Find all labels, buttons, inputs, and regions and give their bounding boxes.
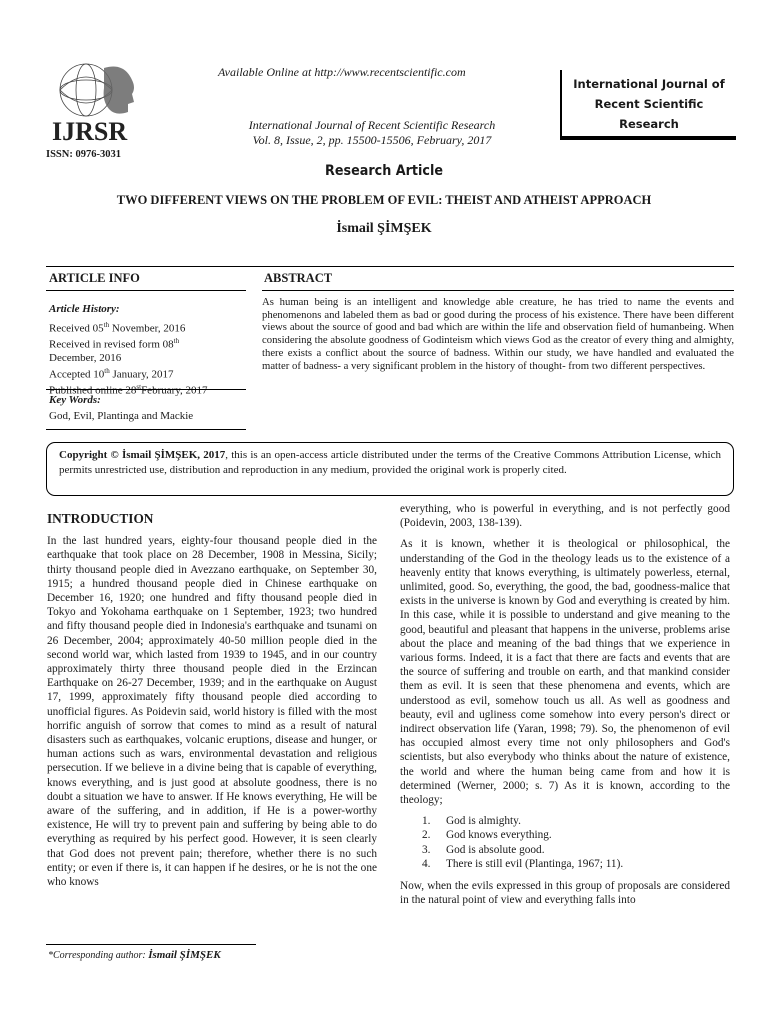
journal-logo xyxy=(46,54,144,146)
paragraph: As it is known, whether it is theological or philosophical, the understanding of the God in the theology leads us to the existence of a heavenly entity that knows everything, is ultimately powerless, eternal, unlimited, good. So, everything, the good, the bad, goodness-malice that exists in the universe is known by God and everything is created by him. In this case, while it is possible to understand and give meaning to the good, beautiful and pleasant that happens in the universe, problems arise about the place and meaning of the bad things that we experience in various forms. Indeed, it is a fact that there are facts and events that are the source of suffering and trouble on earth, and that mankind consider them as evil. It is seen that these phenomena and events, which are understood as evil, somehow touch us all. As well as goodness and beauty, evil and ugliness come somehow into every person's direct or indirect observation life (Yaran, 1998; 79). So, the phenomenon of evil has occupied almost every time not only philosophers and God's scientists, but also everybody who thinks about the nature of existence, the world and where the human being came from and how it is determined (Werner, 2000; s. 7) As it is known, according to the theology; xyxy=(400,538,730,807)
copyright-text: , this is an open-access article distributed under the terms of the Creative Commons Attribution License, which permits unrestricted use, distribution and reproduction in any medium, provided the original work is properly cited. xyxy=(59,449,721,476)
list-item: 3. God is absolute good. xyxy=(422,843,545,856)
published-date: Published online 28stFebruary, 2017 xyxy=(49,382,208,397)
corresponding-author-footnote: *Corresponding author: İsmail ŞİMŞEK xyxy=(48,949,221,961)
info-divider xyxy=(46,389,246,390)
paragraph: everything, who is powerful in everything, and is not perfectly good (Poidevin, 2003, 138-139). xyxy=(400,503,730,530)
proposition-list xyxy=(422,814,730,871)
article-title: TWO DIFFERENT VIEWS ON THE PROBLEM OF EVIL: THEIST AND ATHEIST APPROACH xyxy=(116,193,652,207)
abstract-heading-rule xyxy=(262,290,734,291)
article-info-heading: ARTICLE INFO xyxy=(49,271,140,285)
abstract-heading: ABSTRACT xyxy=(264,271,333,285)
issn: ISSN: 0976-3031 xyxy=(46,149,121,160)
list-item: 4. There is still evil (Plantinga, 1967; 11). xyxy=(422,857,624,870)
abstract-text: As human being is an intelligent and knowledge able creature, he has tried to name the events and phenomenons and labeled them as bad or good during the process of his existence. There have been different views about the source of good and bad which are within the life and observation field of humanbeing. When considering the absolute goodness of Godinteism which views God as the creator of every thing and almighty, there exists a conflict about the source of badness. Within our study, we have handled and evaluated the matter of badness- a very significant problem in the history of thought- from two different perspectives. xyxy=(262,296,734,372)
footnote-rule xyxy=(46,944,256,945)
article-info xyxy=(49,303,245,397)
received-date: Received 05th November, 2016 xyxy=(49,320,186,335)
keywords-block xyxy=(49,394,245,423)
article-history-label: Article History: xyxy=(49,303,120,315)
svg-text:IJRSR: IJRSR xyxy=(52,117,128,146)
copyright-prefix: Copyright © xyxy=(59,449,122,461)
info-heading-rule xyxy=(46,290,246,291)
keywords-label: Key Words: xyxy=(49,394,101,406)
list-item: 1. God is almighty. xyxy=(422,815,521,828)
accepted-date: Accepted 10th January, 2017 xyxy=(49,366,174,381)
revised-date: Received in revised form 08th December, 2016 xyxy=(49,337,180,364)
copyright-holder: İsmail ŞİMŞEK, 2017 xyxy=(121,449,226,461)
journal-name-line: International Journal of Recent Scientific Research xyxy=(248,118,496,132)
info-divider xyxy=(46,429,246,430)
journal-box-line: Recent Scientific xyxy=(594,97,704,111)
journal-reference xyxy=(232,118,512,148)
introduction-heading: INTRODUCTION xyxy=(47,511,154,526)
keywords: God, Evil, Plantinga and Mackie xyxy=(49,409,194,422)
available-online-line[interactable]: Available Online at http://www.recentscientific.com xyxy=(218,65,466,79)
paragraph: In the last hundred years, eighty-four thousand people died in the earthquake that took place on 28 December, 1908 in Messina, Sicily; thirty thousand people died in Avezzano earthquake, on September 30, 1915; a hundred thousand people died in Chinese earthquake on December 16, 1920; one hundred and fifty thousand people died in Tokyo and Yokohama earthquake on 1 September, 1923; two hundred and fifty thousand people died in Indonesia's earthquake and tsunami on 26 December, 2004; approximately 40-50 million people died in the second world war, which lasted from 1939 to 1945, and in our country approximately thirty three thousand people died in the Erzincan Earthquake on 26-27 December, 1939; and in the earthquake on August 17, 1999, approximately fifty thousand people died according to unofficial figures. As Poidevin said, world history is filled with the most horrific anguish of sorrow that comes to mind as a result of natural disasters such as earthquakes, volcanic eruptions, disease and hunger, or human actions such as wars, environmental devastation and religious persecution. If we believe in a divine being that is capable of everything, knows everything, and is just good at absolute goodness, there is no doubt a situation we have to answer. If He knows everything, He will be aware of the suffering, and in addition, if He is a power-worthy existence, He will try to prevent pain and suffering by being able to do everything as required by his perfect good. However, it is seen clearly that God does not prevent pain; therefore, whether there is no such entity; or even if there is, it can happen if he desires, or he is not the one who knows xyxy=(47,535,377,889)
right-column xyxy=(400,502,730,914)
volume-issue-line: Vol. 8, Issue, 2, pp. 15500-15506, February, 2017 xyxy=(252,133,492,147)
copyright-box xyxy=(46,442,734,496)
paragraph: Now, when the evils expressed in this group of proposals are considered in the natural point of view and everything falls into xyxy=(400,880,730,907)
article-type: Research Article xyxy=(325,163,443,179)
journal-title-box xyxy=(560,70,736,140)
left-column xyxy=(47,512,377,896)
author-name: İsmail ŞİMŞEK xyxy=(336,221,432,236)
journal-box-line: International Journal of xyxy=(573,77,725,91)
journal-box-line: Research xyxy=(619,117,679,131)
section-rule xyxy=(46,266,734,267)
list-item: 2. God knows everything. xyxy=(422,829,552,842)
